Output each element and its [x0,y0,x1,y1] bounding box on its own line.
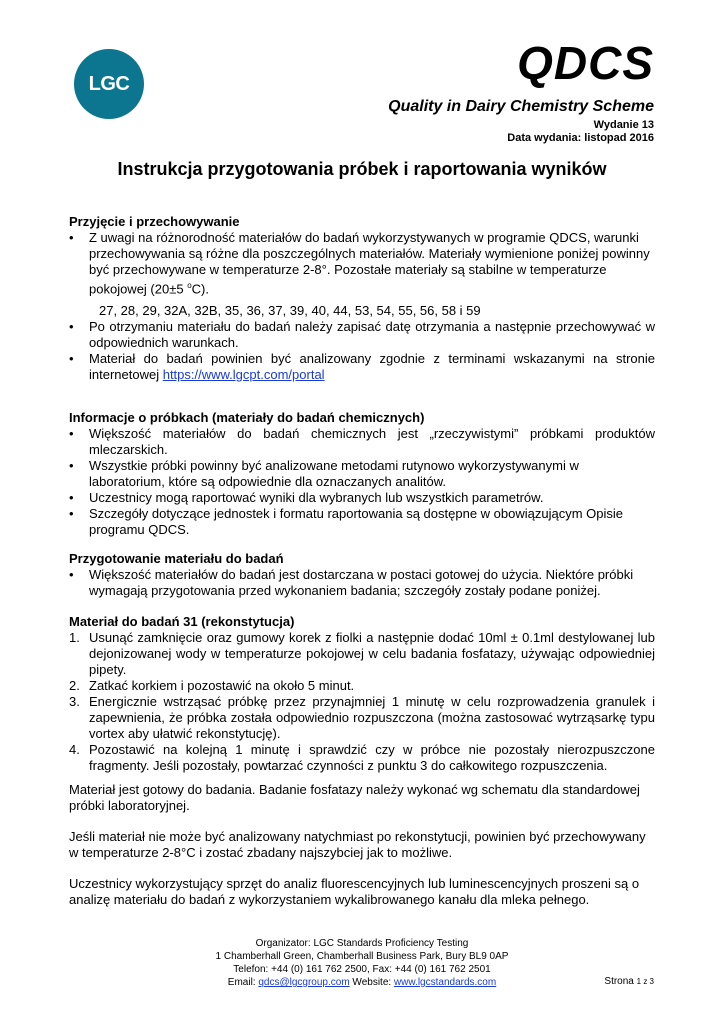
section-material-31 [69,614,655,774]
email-link[interactable]: qdcs@lgcgroup.com [258,977,350,988]
numbered-item-text: Usunąć zamknięcie oraz gumowy korek z fiolki a następnie dodać 10ml ± 0.1ml destylowanej lub dejonizowanej wody w temperaturze pokojowej w celu badania fosfatazy, używając odpowiedniej pipety. [89,630,655,677]
document-title: Instrukcja przygotowania próbek i raportowania wyników [117,159,607,179]
section-preparation [69,551,655,599]
chilled-materials-list: 27, 28, 29, 32A, 32B, 35, 36, 37, 39, 40, 44, 53, 54, 55, 56, 58 i 59 [99,303,481,319]
numbered-item [69,742,655,774]
list-item-text: Wszystkie próbki powinny być analizowane metodami rutynowo wykorzystywanymi w laboratorium, które są odpowiednie dla oznaczanych analitów. [89,458,579,489]
website-link[interactable]: www.lgcstandards.com [393,977,497,988]
bullet-icon: • [69,506,74,521]
page-number: Strona 1 z 3 [604,976,654,987]
brand-title: QDCS [517,37,654,89]
list-item [69,230,655,297]
paragraph: Materiał jest gotowy do badania. Badanie fosfatazy należy wykonać wg schematu dla standardowej próbki laboratoryjnej. [69,782,640,813]
section-storage [69,214,655,383]
list-item [69,490,655,506]
numbered-item [69,630,655,678]
issue-date: Data wydania: listopad 2016 [507,132,654,144]
numbered-item-text: Energicznie wstrząsać próbkę przez przynajmniej 1 minutę w celu rozprowadzenia granulek i zapewnienia, że próbka została odpowiednio rozpuszczona (można zastosować wytrząsarkę typu vortex aby ułatwić rekonstytucję). [89,694,655,741]
numbered-item-text: Pozostawić na kolejną 1 minutę i sprawdzić czy w próbce nie pozostały nierozpuszczone fragmenty. Jeśli pozostały, powtarzać czynności z punktu 3 do całkowitego rozpuszczenia. [89,742,655,773]
list-item [69,426,655,458]
section-heading: Informacje o próbkach (materiały do badań chemicznych) [69,410,425,425]
edition-info [507,119,654,145]
list-item [69,506,655,538]
list-item [69,458,655,490]
list-item [69,351,655,383]
paragraph: Uczestnicy wykorzystujący sprzęt do analiz fluorescencyjnych lub luminescencyjnych proszeni są o analizę materiału do badań z wykorzystaniem wykalibrowanego kanału dla mleka pełnego. [69,876,640,907]
paragraph: Jeśli materiał nie może być analizowany natychmiast po rekonstytucji, powinien być przechowywany w temperaturze 2-8°C i zostać zbadany najszybciej jak to możliwe. [69,829,646,860]
footer-organizer: Organizator: LGC Standards Proficiency Testing [255,938,469,949]
section-sample-info [69,410,655,538]
bullet-icon: • [69,351,74,367]
bullet-icon: • [69,319,74,335]
bullet-icon: • [69,426,74,441]
numbered-item [69,694,655,742]
item-number: 2. [69,678,80,693]
item-number: 1. [69,630,80,645]
list-item-text: Po otrzymaniu materiału do badań należy zapisać datę otrzymania a następnie przechowywać w odpowiednich warunkach. [89,319,655,351]
item-number: 4. [69,742,80,757]
section-heading: Przygotowanie materiału do badań [69,551,284,566]
bullet-icon: • [69,567,74,582]
lgc-logo: LGC [74,49,144,119]
list-item-text: Materiał do badań powinien być analizowany zgodnie z terminami wskazanymi na stronie internetowej https://www.lgcpt.com/portal [89,351,655,383]
list-item-text: Szczegóły dotyczące jednostek i formatu raportowania są dostępne w obowiązującym Opisie programu QDCS. [89,506,623,537]
bullet-icon: • [69,230,74,245]
section-heading: Przyjęcie i przechowywanie [69,214,240,229]
list-item-text: Większość materiałów do badań jest dostarczana w postaci gotowej do użycia. Niektóre próbki wymagają przygotowania przed wykonaniem badania; szczegóły zostały podane poniżej. [89,567,634,598]
numbered-item [69,678,655,694]
list-item [69,319,655,351]
list-item-text: Uczestnicy mogą raportować wyniki dla wybranych lub wszystkich parametrów. [89,490,544,505]
item-number: 3. [69,694,80,709]
footer-address: 1 Chamberhall Green, Chamberhall Business Park, Bury BL9 0AP [215,951,509,962]
list-item [69,567,655,599]
scheme-subtitle: Quality in Dairy Chemistry Scheme [388,98,654,115]
footer-contact: Email: qdcs@lgcgroup.com Website: www.lgcstandards.com [227,977,497,988]
section-heading: Materiał do badań 31 (rekonstytucja) [69,614,295,629]
bullet-icon: • [69,490,74,505]
bullet-icon: • [69,458,74,473]
footer-phone: Telefon: +44 (0) 161 762 2500, Fax: +44 (0) 161 762 2501 [233,964,491,975]
list-item-text: Z uwagi na różnorodność materiałów do badań wykorzystywanych w programie QDCS, warunki przechowywania są różne dla poszczególnych materiałów. Materiały wymienione poniżej powinny być przechowywane w temperaturze 2-8°. Pozostałe materiały są stabilne w temperaturze pokojowej (20±5 $^o$C). [89,230,650,297]
list-item-text: Większość materiałów do badań chemicznych jest „rzeczywistymi” próbkami produktów mleczarskich. [89,426,655,457]
numbered-item-text: Zatkać korkiem i pozostawić na około 5 minut. [89,678,355,693]
portal-link[interactable]: https://www.lgcpt.com/portal [162,367,325,383]
edition-number: Wydanie 13 [593,119,654,131]
